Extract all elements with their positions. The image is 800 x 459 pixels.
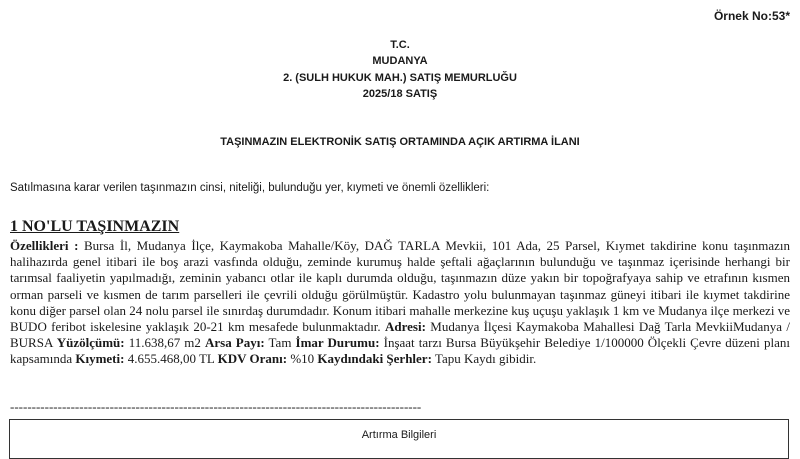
restrictions-text: Tapu Kaydı gibidir. (431, 351, 537, 367)
header-file-number: 2025/18 SATIŞ (362, 87, 438, 100)
document-number: Örnek No:53* (713, 9, 790, 23)
header-office: 2. (SULH HUKUK MAH.) SATIŞ MEMURLUĞU (283, 71, 517, 84)
document-header (0, 37, 800, 102)
features-label: Özellikleri : (10, 238, 79, 253)
share-text: Tam (264, 335, 296, 351)
area-text: 11.638,67 m2 (124, 335, 205, 351)
features-text: Bursa İl, Mudanya İlçe, Kaymakoba Mahalle/Köy, DAĞ TARLA Mevkii, 101 Ada, 25 Parsel, Kıymet takdirine konu taşınmazın halihazırda genel itibari ile boş arazi vasfında olduğu, zeminde kurumuş halde şeftali ağaçlarının bulunduğu ve taşınmaz içerisinde herhangi bir tarımsal faaliyetin yapılmadığı, zeminin yabancı otlar ile kaplı durumda olduğu, taşınmazın düze yakın bir topoğrafyaya sahip ve etrafının kısmen orman parseli ve kısmen de tarım parselleri ile çevrili olduğu görülmüştür. Kadastro yolu bulunmayan taşınmaz güneyi itibari ile kıymet takdirine konu diğer parsel olan 24 nolu parsel ile sınırdaş durumdadır. Konum itibari mahalle merkezine kuş uçuşu yaklaşık 1 km ve Mudanya ilçe merkezi ve BUDO feribot iskelesine yaklaşık 20-21 km mesafede bulunmaktadır. (10, 238, 791, 335)
zoning-text: İnşaat tarzı Bursa Büyükşehir Belediye 1/100000 Ölçekli Çevre düzeni planı kapsamında (10, 335, 790, 367)
area-label: Yüzölçümü: (56, 335, 125, 351)
zoning-label: İmar Durumu: (295, 335, 380, 351)
kdv-text: %10 (287, 351, 318, 367)
value-label: Kıymeti: (75, 351, 125, 367)
header-country: T.C. (390, 39, 410, 51)
intro-text: Satılmasına karar verilen taşınmazın cinsi, niteliği, bulunduğu yer, kıymeti ve önemli özellikleri: (10, 182, 490, 194)
header-district: MUDANYA (372, 55, 428, 68)
property-description (10, 238, 790, 368)
property-heading: 1 NO'LU TAŞINMAZIN (10, 218, 180, 235)
share-label: Arsa Payı: (204, 335, 265, 351)
auction-info-title: Artırma Bilgileri (361, 429, 437, 441)
address-label: Adresi: (385, 319, 426, 335)
value-text: 4.655.468,00 TL (124, 351, 218, 367)
notice-title: TAŞINMAZIN ELEKTRONİK SATIŞ ORTAMINDA AÇIK ARTIRMA İLANI (220, 136, 580, 148)
kdv-label: KDV Oranı: (217, 351, 288, 367)
auction-info-box (9, 419, 789, 459)
address-text: Mudanya İlçesi Kaymakoba Mahallesi Dağ Tarla MevkiiMudanya / BURSA (10, 319, 791, 351)
restrictions-label: Kaydındaki Şerhler: (317, 351, 432, 367)
separator-line: ----------------------------------------------------------------------------------------------- (10, 399, 422, 414)
